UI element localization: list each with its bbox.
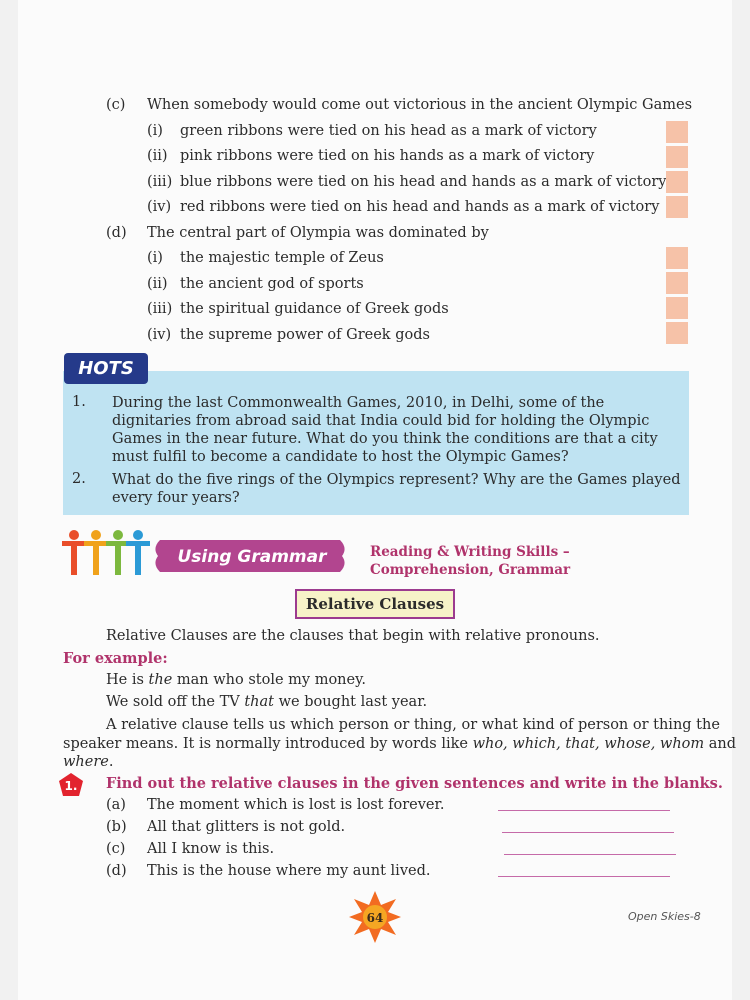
example-text: man who stole my money. (172, 672, 366, 688)
exercise-item-text: The moment which is lost is lost forever. (147, 797, 445, 813)
exercise-item-label: (a) (106, 797, 126, 813)
hots-item-number: 2. (72, 471, 86, 487)
banner-title: Using Grammar (177, 547, 327, 567)
paragraph-text: . (108, 754, 114, 770)
paragraph-line-3 (63, 753, 113, 771)
paragraph-line-1: A relative clause tells us which person or thing, or what kind of person or thing the (106, 717, 720, 733)
exercise-number: 1. (64, 779, 78, 793)
option-text: the spiritual guidance of Greek gods (180, 301, 449, 317)
answer-blank[interactable] (498, 876, 670, 877)
answer-blank[interactable] (504, 854, 676, 855)
answer-blank[interactable] (498, 810, 670, 811)
paragraph-emphasis: who, which, that, whose, whom (472, 736, 705, 752)
page-number-star (348, 890, 402, 944)
paragraph-emphasis: where (63, 754, 109, 770)
exercise-instruction: Find out the relative clauses in the given sentences and write in the blanks. (106, 775, 723, 792)
option-text: the ancient god of sports (180, 276, 364, 292)
page-number: 64 (366, 911, 384, 925)
answer-box[interactable] (666, 247, 688, 269)
paragraph-text: and (704, 736, 737, 752)
exercise-item-text: This is the house where my aunt lived. (147, 863, 431, 879)
example-sentence-2 (106, 693, 427, 711)
hots-item-text: What do the five rings of the Olympics represent? Why are the Games played every four years? (112, 472, 681, 506)
example-sentence-1 (106, 671, 366, 689)
answer-blank[interactable] (502, 832, 674, 833)
answer-box[interactable] (666, 121, 688, 143)
option-text: the majestic temple of Zeus (180, 250, 384, 266)
paragraph-line-2 (63, 735, 736, 753)
option-label: (iii) (147, 174, 173, 190)
skills-line-2: Comprehension, Grammar (370, 562, 571, 578)
exercise-number-badge (58, 772, 84, 798)
example-text: we bought last year. (274, 694, 428, 710)
example-text: We sold off the TV (106, 694, 245, 710)
option-label: (iv) (147, 199, 172, 215)
example-text: He is (106, 672, 149, 688)
option-text: pink ribbons were tied on his hands as a mark of victory (180, 148, 595, 164)
example-emphasis: that (244, 694, 274, 710)
answer-box[interactable] (666, 272, 688, 294)
using-grammar-banner (152, 538, 352, 574)
people-logo-icon (60, 528, 152, 580)
answer-box[interactable] (666, 196, 688, 218)
book-title: Open Skies-8 (628, 910, 701, 923)
option-label: (i) (147, 123, 163, 139)
question-d-text: The central part of Olympia was dominated by (147, 225, 489, 241)
exercise-item-label: (c) (106, 841, 126, 857)
paragraph-text: speaker means. It is normally introduced by words like (63, 736, 473, 752)
skills-heading (370, 543, 570, 579)
hots-tag: HOTS (64, 353, 148, 384)
exercise-item-text: All that glitters is not gold. (147, 819, 346, 835)
exercise-item-label: (d) (106, 863, 127, 879)
option-text: red ribbons were tied on his head and hands as a mark of victory (180, 199, 660, 215)
skills-line-1: Reading & Writing Skills – (370, 544, 570, 560)
example-heading: For example: (63, 650, 168, 667)
hots-item-number: 1. (72, 394, 86, 410)
option-text: blue ribbons were tied on his head and hands as a mark of victory (180, 174, 667, 190)
answer-box[interactable] (666, 297, 688, 319)
topic-title: Relative Clauses (295, 589, 455, 619)
option-text: green ribbons were tied on his head as a mark of victory (180, 123, 597, 139)
option-label: (ii) (147, 276, 168, 292)
answer-box[interactable] (666, 146, 688, 168)
example-emphasis: the (148, 672, 173, 688)
intro-text: Relative Clauses are the clauses that begin with relative pronouns. (106, 628, 600, 644)
exercise-item-text: All I know is this. (147, 841, 275, 857)
question-c-label: (c) (106, 97, 126, 113)
option-label: (iv) (147, 327, 172, 343)
exercise-item-label: (b) (106, 819, 127, 835)
question-c-text: When somebody would come out victorious in the ancient Olympic Games (147, 97, 693, 113)
answer-box[interactable] (666, 322, 688, 344)
hots-item-text: During the last Commonwealth Games, 2010, in Delhi, some of the dignitaries from abroad said that India could bid for holding the Olympic Games in the near future. What do you think the conditions are that a city must fulfil to become a candidate to host the Olympic Games? (112, 395, 658, 465)
option-label: (iii) (147, 301, 173, 317)
option-label: (ii) (147, 148, 168, 164)
option-text: the supreme power of Greek gods (180, 327, 430, 343)
option-label: (i) (147, 250, 163, 266)
answer-box[interactable] (666, 171, 688, 193)
question-d-label: (d) (106, 225, 127, 241)
